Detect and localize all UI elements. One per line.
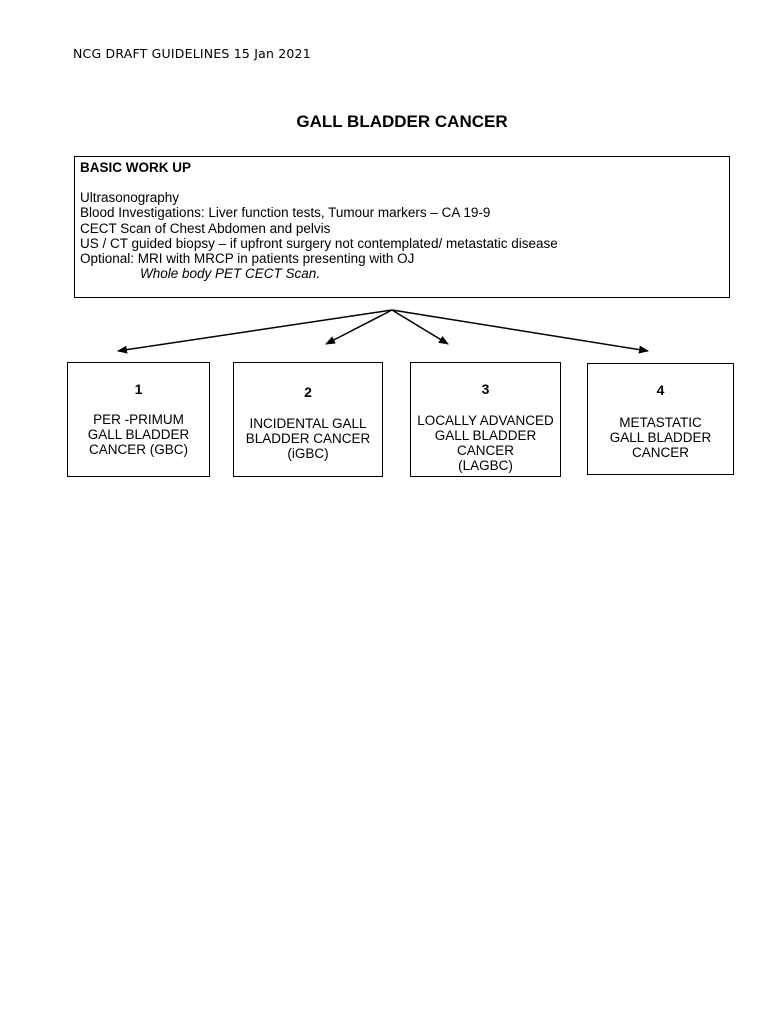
category-label: METASTATIC GALL BLADDER CANCER (609, 415, 712, 460)
category-number: 1 (134, 381, 143, 397)
category-box-metastatic-gbc (587, 363, 734, 475)
workup-line-optional-mri: Optional: MRI with MRCP in patients presenting with OJ (80, 251, 415, 267)
category-label: INCIDENTAL GALL BLADDER CANCER (iGBC) (245, 416, 371, 461)
workup-heading: BASIC WORK UP (80, 160, 191, 175)
workup-line-blood-investigations: Blood Investigations: Liver function tests, Tumour markers – CA 19-9 (80, 205, 491, 221)
category-number: 3 (481, 381, 490, 397)
category-number: 2 (304, 384, 312, 400)
header-note: NCG DRAFT GUIDELINES 15 Jan 2021 (73, 46, 311, 61)
workup-line-cect-scan: CECT Scan of Chest Abdomen and pelvis (80, 220, 331, 236)
workup-line-ultrasonography: Ultrasonography (80, 190, 180, 206)
category-box-locally-advanced-gbc (410, 362, 561, 477)
category-label: PER -PRIMUM GALL BLADDER CANCER (GBC) (87, 412, 190, 457)
category-box-pre-primum-gbc (67, 362, 210, 477)
workup-line-pet-scan: Whole body PET CECT Scan. (140, 266, 321, 282)
category-number: 4 (656, 382, 665, 398)
page-title: GALL BLADDER CANCER (296, 112, 508, 131)
workup-line-guided-biopsy: US / CT guided biopsy – if upfront surgery not contemplated/ metastatic disease (80, 235, 558, 251)
category-label: LOCALLY ADVANCED GALL BLADDER CANCER (LAGBC) (417, 413, 554, 473)
arrow-to-category-4 (392, 310, 648, 351)
category-box-incidental-gbc (233, 362, 383, 477)
